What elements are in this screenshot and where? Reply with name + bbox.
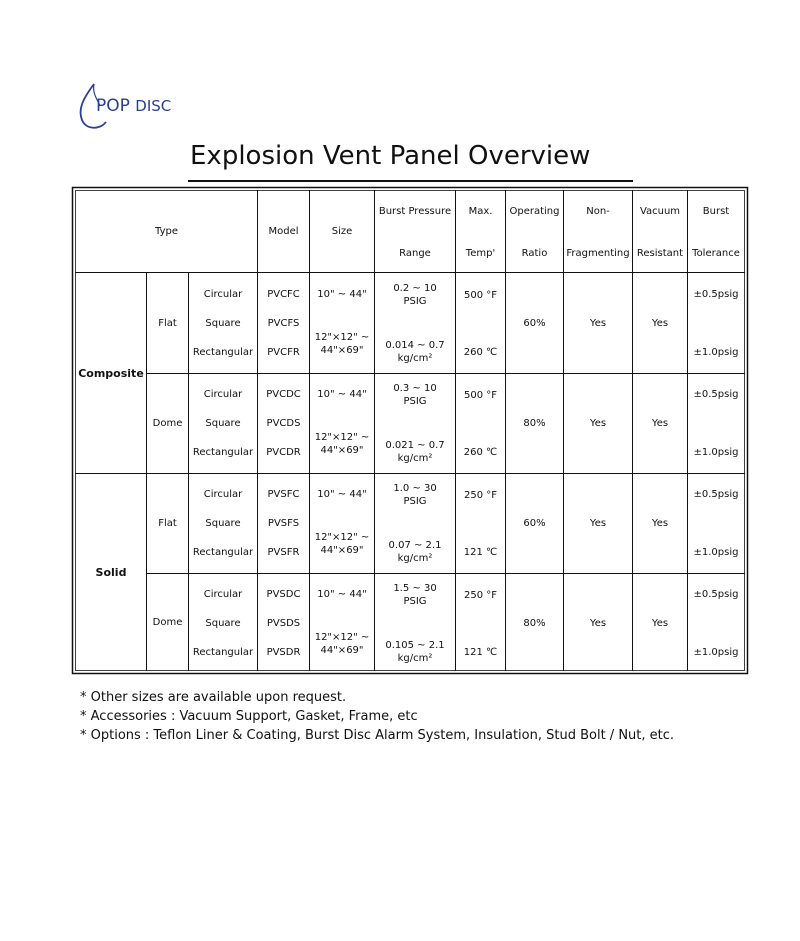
form-label: Dome	[152, 418, 183, 429]
model-circular: PVCFC	[267, 288, 300, 300]
shape-rectangular: Rectangular	[192, 646, 254, 658]
pressure-psig: 0.3 ~ 10 PSIG	[393, 383, 437, 407]
size-circular: 10" ~ 44"	[317, 588, 367, 600]
header-fragmenting: Fragmenting	[566, 247, 630, 259]
pressure-psig: 1.5 ~ 30 PSIG	[393, 583, 437, 607]
pressure-kg: 0.07 ~ 2.1 kg/cm²	[388, 540, 442, 564]
tolerance-top: ±0.5psig	[693, 588, 739, 600]
logo-text-small: DISC	[135, 97, 172, 115]
non-fragmenting: Yes	[589, 317, 607, 329]
shape-rectangular: Rectangular	[192, 346, 254, 358]
model-rectangular: PVSFR	[267, 546, 300, 558]
temp-c: 121 ℃	[463, 646, 498, 658]
material-composite: Composite	[78, 366, 144, 380]
form-label: Flat	[158, 518, 177, 529]
size-other: 12"×12" ~ 44"×69"	[314, 632, 370, 656]
header-model: Model	[268, 226, 299, 237]
operating-ratio: 80%	[523, 617, 546, 629]
size-other: 12"×12" ~ 44"×69"	[314, 432, 370, 456]
note-sizes: * Other sizes are available upon request.	[80, 690, 347, 705]
non-fragmenting: Yes	[589, 417, 607, 429]
form-label: Flat	[158, 317, 177, 329]
notes	[80, 688, 674, 745]
header-tolerance: Tolerance	[692, 247, 740, 259]
model-circular: PVCDC	[266, 388, 301, 400]
tolerance-bottom: ±1.0psig	[693, 446, 739, 458]
header-burst-pressure: Burst Pressure	[378, 205, 452, 217]
tolerance-bottom: ±1.0psig	[693, 646, 739, 658]
header-vacuum: Vacuum	[639, 205, 681, 217]
tolerance-bottom: ±1.0psig	[693, 346, 739, 358]
shape-circular: Circular	[203, 488, 243, 500]
non-fragmenting: Yes	[589, 617, 607, 629]
pressure-psig: 1.0 ~ 30 PSIG	[393, 483, 437, 507]
size-circular: 10" ~ 44"	[317, 488, 367, 500]
vacuum-resistant: Yes	[651, 617, 669, 629]
temp-f: 500 °F	[463, 289, 498, 301]
vacuum-resistant: Yes	[651, 417, 669, 429]
tolerance-top: ±0.5psig	[693, 488, 739, 500]
shape-square: Square	[205, 517, 241, 529]
tolerance-top: ±0.5psig	[693, 288, 739, 300]
shape-rectangular: Rectangular	[192, 546, 254, 558]
header-ratio: Ratio	[521, 247, 548, 259]
header-operating: Operating	[509, 205, 560, 217]
shape-square: Square	[205, 417, 241, 429]
shape-rectangular: Rectangular	[192, 446, 254, 458]
temp-c: 260 ℃	[463, 446, 498, 458]
pressure-kg: 0.105 ~ 2.1 kg/cm²	[385, 640, 445, 664]
header-range: Range	[399, 247, 431, 259]
form-label: Dome	[152, 617, 183, 628]
size-circular: 10" ~ 44"	[317, 388, 367, 400]
pressure-psig: 0.2 ~ 10 PSIG	[393, 283, 437, 307]
non-fragmenting: Yes	[589, 517, 607, 529]
model-rectangular: PVCFR	[267, 346, 300, 358]
operating-ratio: 80%	[523, 417, 546, 429]
temp-f: 250 °F	[463, 589, 498, 601]
page-title: Explosion Vent Panel Overview	[190, 141, 591, 171]
temp-c: 121 ℃	[463, 546, 498, 558]
logo-text-main: POP	[96, 96, 130, 116]
shape-square: Square	[205, 617, 241, 629]
model-square: PVSDS	[266, 617, 301, 629]
header-burst: Burst	[702, 205, 730, 217]
size-circular: 10" ~ 44"	[317, 288, 367, 300]
operating-ratio: 60%	[523, 517, 546, 529]
vacuum-resistant: Yes	[651, 517, 669, 529]
operating-ratio: 60%	[523, 317, 546, 329]
temp-f: 500 °F	[463, 389, 498, 401]
pressure-kg: 0.014 ~ 0.7 kg/cm²	[385, 340, 445, 364]
header-size: Size	[331, 226, 353, 237]
header-non: Non-	[586, 205, 610, 217]
temp-f: 250 °F	[463, 489, 498, 501]
model-circular: PVSDC	[266, 588, 301, 600]
model-square: PVCDS	[266, 417, 301, 429]
note-options: * Options : Teflon Liner & Coating, Burst Disc Alarm System, Insulation, Stud Bolt / Nut, etc.	[80, 728, 675, 743]
model-circular: PVSFC	[267, 488, 300, 500]
header-max: Max.	[468, 205, 493, 217]
shape-circular: Circular	[203, 588, 243, 600]
model-square: PVSFS	[267, 517, 300, 529]
material-solid: Solid	[95, 566, 127, 579]
header-resistant: Resistant	[636, 247, 684, 259]
header-temp: Temp'	[465, 247, 496, 259]
shape-circular: Circular	[203, 288, 243, 300]
model-square: PVCFS	[267, 317, 300, 329]
shape-square: Square	[205, 317, 241, 329]
temp-c: 260 ℃	[463, 346, 498, 358]
shape-circular: Circular	[203, 388, 243, 400]
tolerance-top: ±0.5psig	[693, 388, 739, 400]
header-type: Type	[155, 226, 178, 237]
model-rectangular: PVCDR	[266, 446, 301, 458]
model-rectangular: PVSDR	[266, 646, 301, 658]
pressure-kg: 0.021 ~ 0.7 kg/cm²	[385, 440, 445, 464]
tolerance-bottom: ±1.0psig	[693, 546, 739, 558]
note-accessories: * Accessories : Vacuum Support, Gasket, Frame, etc	[80, 709, 418, 724]
size-other: 12"×12" ~ 44"×69"	[314, 532, 370, 556]
vacuum-resistant: Yes	[651, 317, 669, 329]
size-other: 12"×12" ~ 44"×69"	[314, 332, 370, 356]
